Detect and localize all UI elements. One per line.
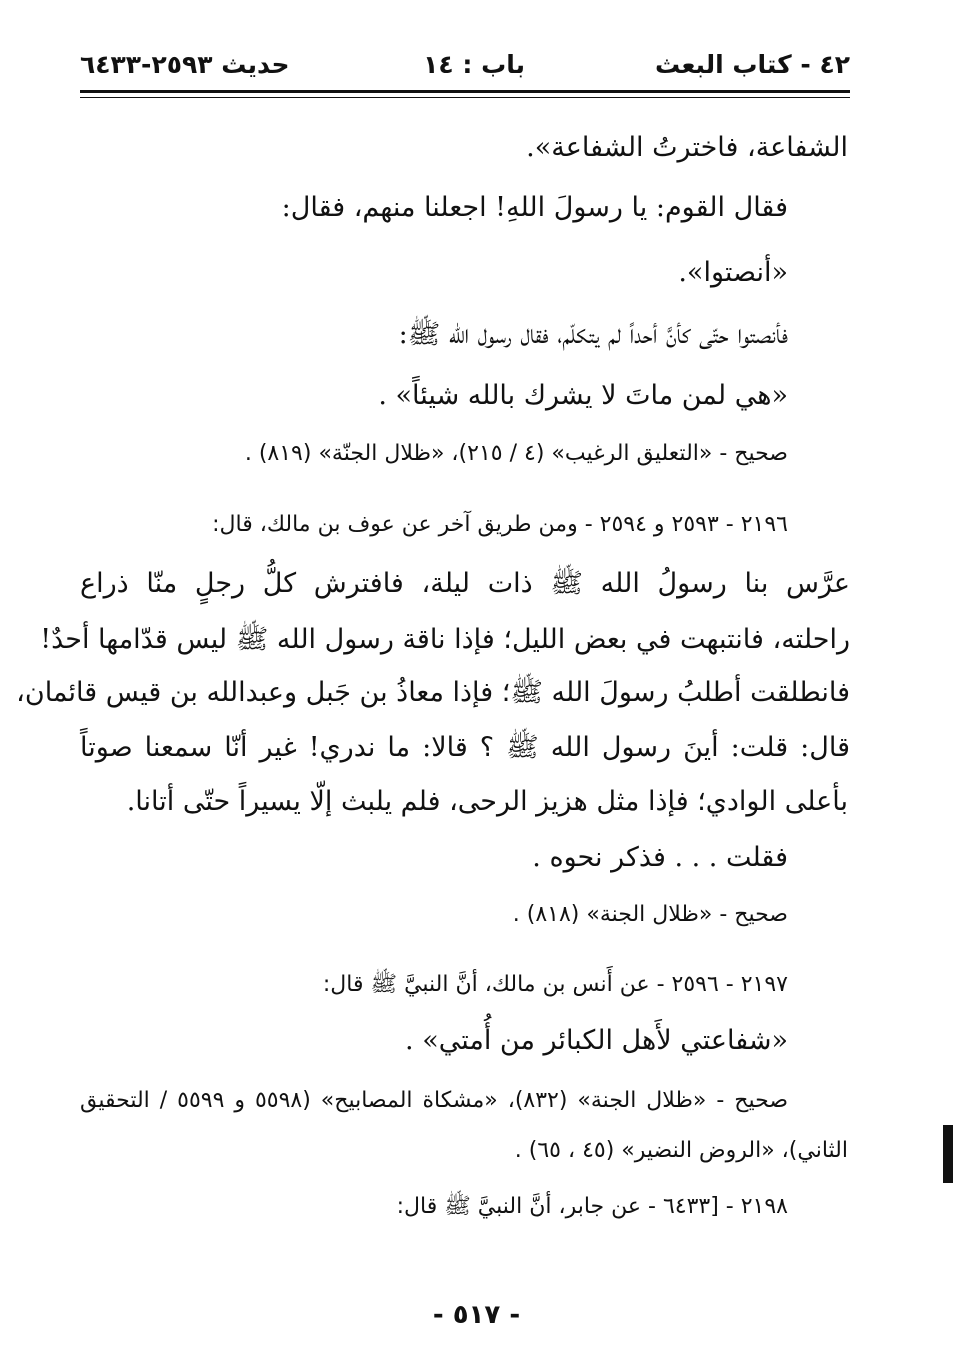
page-edge-marker (943, 1125, 953, 1183)
text-line: عرَّس بنا رسولُ الله ﷺ ذات ليلة، فافترش كلُّ رجلٍ منّا ذراع (80, 568, 850, 599)
header-rule-thick (80, 90, 850, 93)
text-line: قال: قلت: أينَ رسول الله ﷺ ؟ قالا: ما ندري! غير أنّا سمعنا صوتاً (80, 732, 850, 763)
text-line: فقال القوم: يا رسولَ اللهِ! اجعلنا منهم، فقال: (281, 192, 788, 223)
text-line: بأعلى الوادي؛ فإذا مثل هزيز الرحى، فلم يلبث إلّا يسيراً حتّى أتانا. (126, 786, 848, 817)
text-line: فقلت . . . فذكر نحوه . (532, 842, 788, 873)
header-hadith-range: حديث ٢٥٩٣-٦٤٣٣ (80, 50, 290, 79)
text-line: فانطلقت أطلبُ رسولَ الله ﷺ؛ فإذا معاذُ بن جَبل وعبدالله بن قيس قائمان، (16, 677, 850, 708)
header-book-title: ٤٢ - كتاب البعث (654, 50, 850, 79)
running-header (80, 50, 850, 90)
grading-note: صحيح - «ظلال الجنة» (٨٣٢)، «مشكاة المصابيح» (٥٥٩٨ و ٥٥٩٩ / التحقيق (80, 1088, 788, 1113)
text-line: فأنصتوا حتّى كأنَّ أحداً لم يتكلّم، فقال رسول الله ﷺ: (398, 319, 788, 350)
text-line: راحلته، فانتبهت في بعض الليل؛ فإذا ناقة رسول الله ﷺ ليس قدّامها أحدٌ! (40, 624, 850, 655)
text-line: الشفاعة، فاخترتُ الشفاعة». (526, 132, 848, 163)
text-line: «شفاعتي لأَهل الكبائر من أُمتي» . (405, 1025, 788, 1056)
header-rule-thin (80, 97, 850, 98)
header-chapter: باب : ١٤ (423, 50, 525, 79)
grading-note: صحيح - «التعليق الرغيب» (٤ / ٢١٥)، «ظلال الجنّة» (٨١٩) . (244, 441, 788, 466)
hadith-heading: ٢١٩٧ - ٢٥٩٦ - عن أَنس بن مالك، أنَّ النبيَّ ﷺ قال: (322, 972, 788, 997)
hadith-heading: ٢١٩٦ - ٢٥٩٣ و ٢٥٩٤ - ومن طريق آخر عن عوف بن مالك، قال: (212, 512, 788, 537)
grading-note: الثاني)، «الروض النضير» (٤٥ ، ٦٥) . (514, 1138, 848, 1163)
text-line: «أنصتوا». (678, 257, 788, 288)
page-number: - ٥١٧ - (432, 1300, 521, 1330)
text-line: «هي لمن ماتَ لا يشرك بالله شيئاً» . (378, 380, 788, 411)
grading-note: صحيح - «ظلال الجنة» (٨١٨) . (512, 902, 788, 927)
hadith-heading: ٢١٩٨ - [٦٤٣٣ - عن جابر، أنَّ النبيَّ ﷺ قال: (396, 1194, 788, 1219)
